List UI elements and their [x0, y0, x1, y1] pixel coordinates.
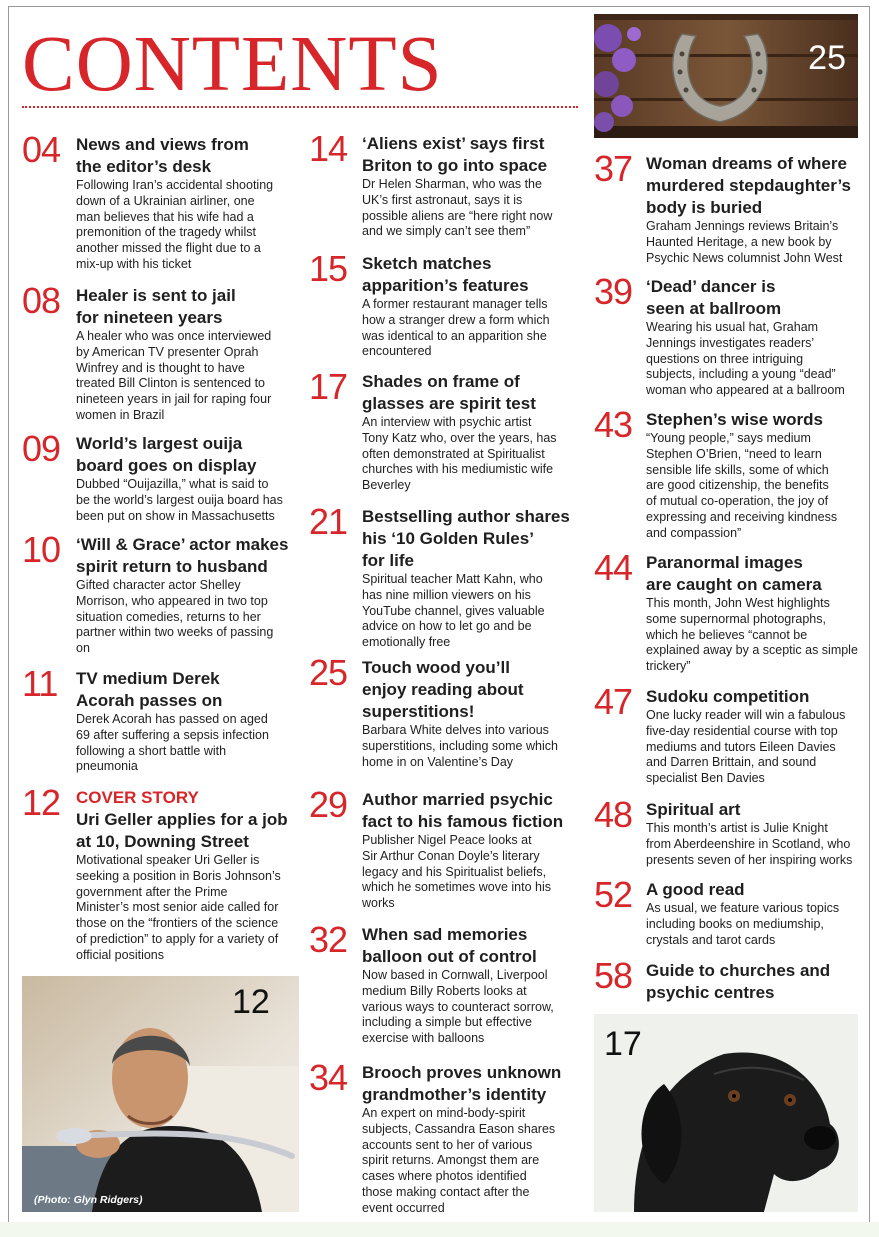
entry-description: YouTube channel, gives valuable	[362, 603, 545, 618]
entry-description: subjects, Cassandra Eason shares	[362, 1121, 556, 1136]
entry-description: expressing and receiving kindness	[646, 509, 838, 524]
entry-description: This month’s artist is Julie Knight	[646, 821, 828, 835]
page-title: CONTENTS	[22, 21, 443, 108]
entry-text	[646, 960, 871, 1004]
entry-description: spirit returns. Amongst them are	[362, 1153, 540, 1168]
entry-headline: ‘Dead’ dancer is	[646, 277, 776, 296]
entry-description: A former restaurant manager tells	[362, 297, 548, 311]
entry-description: presents seven of her inspiring works	[646, 852, 853, 867]
entry-headline: for life	[362, 551, 414, 570]
entry-description: UK’s first astronaut, says it is	[362, 192, 523, 207]
bottom-strip	[0, 1222, 879, 1237]
entry-description: mediums and tutors Eileen Davies	[646, 739, 836, 754]
entry-description: crystals and tarot cards	[646, 932, 776, 947]
entry-headline: apparition’s features	[362, 276, 529, 295]
entry-description: are good citizenship, the benefits	[646, 478, 829, 493]
entry-description: subjects, including a young “dead”	[646, 367, 836, 382]
entry-headline: ‘Aliens exist’ says first	[362, 134, 545, 153]
entry-headline: When sad memories	[362, 925, 528, 944]
entry-description: which he believes “cannot be	[646, 627, 808, 642]
entry-headline: Stephen’s wise words	[646, 410, 823, 429]
entry-description: superstitions, including some which	[362, 738, 558, 753]
entry-text	[646, 276, 871, 399]
entry-headline: Touch wood you’ll	[362, 658, 510, 677]
page-number: 10	[22, 529, 61, 570]
page-number: 44	[594, 547, 633, 588]
dog-photo	[594, 1014, 858, 1212]
entry-description: exercise with balloons	[362, 1031, 485, 1046]
page-number: 39	[594, 271, 633, 312]
entry-description: emotionally free	[362, 635, 451, 650]
entry-description: by American TV presenter Oprah	[76, 344, 259, 359]
entry-headline: Guide to churches and	[646, 961, 831, 980]
entry-description: Stephen O’Brien, “need to learn	[646, 446, 822, 461]
entry-headline: enjoy reading about	[362, 680, 524, 699]
entry-text	[362, 657, 592, 770]
entry-text	[76, 134, 306, 273]
entry-headline: grandmother’s identity	[362, 1085, 547, 1104]
entry-description: Spiritual teacher Matt Kahn, who	[362, 572, 543, 586]
entry-headline: World’s largest ouija	[76, 434, 243, 453]
entry-description: An expert on mind-body-spirit	[362, 1106, 526, 1120]
entry-description: pneumonia	[76, 759, 138, 774]
entry-description: medium Billy Roberts looks at	[362, 983, 527, 998]
page-number: 14	[309, 128, 348, 169]
entry-description: Sir Arthur Conan Doyle’s literary	[362, 848, 540, 863]
entry-text	[362, 371, 592, 494]
entry-headline: News and views from	[76, 135, 249, 154]
entry-description: One lucky reader will win a fabulous	[646, 708, 846, 722]
entry-description: and compassion”	[646, 525, 742, 540]
entry-description: mix-up with his ticket	[76, 256, 192, 271]
entry-text	[362, 924, 592, 1047]
entry-description: some supernormal photographs,	[646, 611, 826, 626]
entry-description: Following Iran’s accidental shooting	[76, 178, 274, 192]
entry-description: accounts sent to her of various	[362, 1137, 533, 1152]
entry-description: Barbara White delves into various	[362, 723, 549, 737]
page-number: 09	[22, 428, 61, 469]
entry-description: trickery”	[646, 659, 691, 674]
entry-description: Jennings investigates readers’	[646, 335, 815, 350]
entry-description: man believes that his wife had a	[76, 209, 254, 224]
entry-description: including books on mediumship,	[646, 916, 824, 931]
entry-description: Derek Acorah has passed on aged	[76, 712, 268, 726]
entry-text	[646, 409, 871, 542]
entry-description: Graham Jennings reviews Britain’s	[646, 219, 839, 233]
entry-text	[362, 506, 592, 651]
entry-description: Gifted character actor Shelley	[76, 578, 241, 592]
entry-description: premonition of the tragedy whilst	[76, 225, 256, 240]
entry-description: Wearing his usual hat, Graham	[646, 320, 819, 334]
entry-description: As usual, we feature various topics	[646, 901, 840, 915]
entry-headline: ‘Will & Grace’ actor makes	[76, 535, 289, 554]
entry-description: explained away by a sceptic as simple	[646, 643, 858, 658]
entry-description: was identical to an apparition she	[362, 328, 547, 343]
entry-description: possible aliens are “here right now	[362, 208, 553, 223]
entry-description: Psychic News columnist John West	[646, 250, 843, 265]
entry-headline: Bestselling author shares	[362, 507, 570, 526]
entry-headline: balloon out of control	[362, 947, 537, 966]
entry-description: how a stranger drew a form which	[362, 312, 550, 327]
entry-headline: for nineteen years	[76, 308, 223, 327]
page-number: 32	[309, 919, 348, 960]
entry-description: “Young people,” says medium	[646, 431, 811, 445]
entry-headline: at 10, Downing Street	[76, 832, 249, 851]
entry-headline: TV medium Derek	[76, 669, 220, 688]
entry-description: partner within two weeks of passing	[76, 625, 274, 640]
entry-description: legacy and his Spiritualist beliefs,	[362, 864, 547, 879]
entry-description: those making contact after the	[362, 1184, 530, 1199]
entry-text	[76, 668, 306, 775]
entry-headline: Sketch matches	[362, 254, 492, 273]
entry-text	[362, 133, 592, 240]
entry-text	[362, 253, 592, 360]
dog-page-number: 17	[604, 1025, 642, 1063]
entry-description: seeking a position in Boris Johnson’s	[76, 868, 281, 883]
entry-headline: board goes on display	[76, 456, 257, 475]
entry-headline: Brooch proves unknown	[362, 1063, 562, 1082]
entry-headline: Acorah passes on	[76, 691, 223, 710]
entry-description: Publisher Nigel Peace looks at	[362, 833, 532, 847]
entry-headline: body is buried	[646, 198, 763, 217]
page-number: 17	[309, 366, 348, 407]
entry-description: and Darren Brittain, and sound	[646, 755, 817, 770]
entry-description: Haunted Heritage, a new book by	[646, 234, 832, 249]
entry-text	[76, 433, 306, 524]
entry-headline: the editor’s desk	[76, 157, 212, 176]
entry-description: 69 after suffering a sepsis infection	[76, 727, 269, 742]
entry-description: another missed the flight due to a	[76, 241, 261, 256]
entry-description: of mutual co-operation, the joy of	[646, 494, 829, 509]
page-number: 43	[594, 404, 633, 445]
page-number: 11	[22, 663, 58, 704]
entry-description: sensible life skills, some of which	[646, 462, 829, 477]
entry-description: churches with his mediumistic wife	[362, 462, 554, 477]
entry-headline: Uri Geller applies for a job	[76, 810, 288, 829]
entry-description: various ways to counteract sorrow,	[362, 999, 554, 1014]
entry-description: nineteen years in jail for raping four	[76, 392, 272, 407]
entry-text	[646, 153, 871, 266]
entry-description: This month, John West highlights	[646, 596, 830, 610]
page-number: 29	[309, 784, 348, 825]
entry-headline: murdered stepdaughter’s	[646, 176, 851, 195]
entry-description: Dubbed “Ouijazilla,” what is said to	[76, 477, 269, 491]
entry-description: on	[76, 641, 90, 656]
page-number: 47	[594, 681, 633, 722]
entry-description: advice on how to let go and be	[362, 619, 532, 634]
entry-description: be the world’s largest ouija board has	[76, 492, 283, 507]
entry-text	[362, 789, 592, 912]
horseshoe-photo	[594, 14, 858, 138]
entry-headline: Briton to go into space	[362, 156, 548, 175]
geller-page-number: 12	[232, 983, 270, 1021]
entry-headline: Woman dreams of where	[646, 154, 847, 173]
page-number: 58	[594, 955, 633, 996]
cover-story-label: COVER STORY	[76, 788, 199, 807]
entry-description: been put on show in Massachusetts	[76, 508, 275, 523]
page-number: 25	[309, 652, 348, 693]
entry-description: following a short battle with	[76, 743, 227, 758]
entry-description: An interview with psychic artist	[362, 415, 532, 429]
entry-description: woman who appeared at a ballroom	[646, 383, 845, 398]
page-number: 08	[22, 280, 61, 321]
page-number: 12	[22, 782, 61, 823]
entry-description: Beverley	[362, 478, 411, 493]
page-number: 34	[309, 1057, 348, 1098]
entry-headline: Healer is sent to jail	[76, 286, 236, 305]
entry-description: treated Bill Clinton is sentenced to	[76, 376, 265, 391]
entry-description: from Aberdeenshire in Scotland, who	[646, 836, 851, 851]
entry-headline: Shades on frame of	[362, 372, 520, 391]
entry-headline: Sudoku competition	[646, 687, 810, 706]
entry-description: Winfrey and is thought to have	[76, 360, 245, 375]
entry-description: government after the Prime	[76, 884, 228, 899]
entry-headline: seen at ballroom	[646, 299, 782, 318]
geller-photo	[22, 976, 299, 1212]
entry-description: event occurred	[362, 1200, 445, 1215]
entry-headline: are caught on camera	[646, 575, 822, 594]
entry-description: situation comedies, returns to her	[76, 609, 261, 624]
entry-description: which he sometimes wove into his	[362, 880, 551, 895]
entry-description: specialist Ben Davies	[646, 771, 765, 786]
entry-description: five-day residential course with top	[646, 723, 838, 738]
entry-description: women in Brazil	[76, 407, 165, 422]
page-number: 15	[309, 248, 348, 289]
entry-description: home in on Valentine’s Day	[362, 754, 514, 769]
page-number: 48	[594, 794, 633, 835]
entry-text	[362, 1062, 592, 1217]
entry-text	[76, 534, 306, 657]
photo-caption: (Photo: Glyn Ridgers)	[34, 1194, 143, 1206]
entry-headline: A good read	[646, 880, 745, 899]
entry-description: Dr Helen Sharman, who was the	[362, 177, 542, 191]
entry-headline: Spiritual art	[646, 800, 741, 819]
entry-description: Now based in Cornwall, Liverpool	[362, 968, 548, 982]
entry-text	[76, 787, 306, 964]
entry-description: Minister’s most senior aide called for	[76, 900, 279, 915]
entry-description: encountered	[362, 344, 432, 359]
entry-headline: glasses are spirit test	[362, 394, 536, 413]
entry-headline: his ‘10 Golden Rules’	[362, 529, 534, 548]
entry-description: often demonstrated at Spiritualist	[362, 446, 545, 461]
page-number: 04	[22, 129, 61, 170]
entry-description: questions on three intriguing	[646, 351, 804, 366]
page-number: 21	[309, 501, 348, 542]
entry-headline: fact to his famous fiction	[362, 812, 564, 831]
entry-text	[646, 686, 871, 787]
entry-description: Morrison, who appeared in two top	[76, 593, 268, 608]
page-number: 37	[594, 148, 633, 189]
entry-headline: spirit return to husband	[76, 557, 268, 576]
entry-headline: superstitions!	[362, 702, 475, 721]
entry-text	[646, 799, 871, 868]
entry-headline: Author married psychic	[362, 790, 553, 809]
entry-description: has nine million viewers on his	[362, 587, 531, 602]
entry-description: of prediction” to apply for a variety of	[76, 931, 279, 946]
entry-description: Tony Katz who, over the years, has	[362, 430, 557, 445]
entry-description: Motivational speaker Uri Geller is	[76, 853, 260, 867]
entry-description: works	[362, 896, 395, 911]
entry-description: official positions	[76, 947, 165, 962]
title-divider	[22, 106, 578, 108]
entry-headline: Paranormal images	[646, 553, 803, 572]
entry-description: and we simply can’t see them”	[362, 224, 531, 239]
page-number: 52	[594, 874, 633, 915]
entry-description: down of a Ukrainian airliner, one	[76, 193, 255, 208]
horseshoe-page-number: 25	[808, 39, 846, 77]
entry-headline: psychic centres	[646, 983, 775, 1002]
entry-text	[646, 552, 871, 675]
entry-description: A healer who was once interviewed	[76, 329, 272, 343]
entry-description: cases where photos identified	[362, 1169, 527, 1184]
entry-description: including a simple but effective	[362, 1015, 533, 1030]
entry-text	[76, 285, 306, 424]
entry-description: those on the “frontiers of the science	[76, 916, 279, 931]
entry-text	[646, 879, 871, 948]
